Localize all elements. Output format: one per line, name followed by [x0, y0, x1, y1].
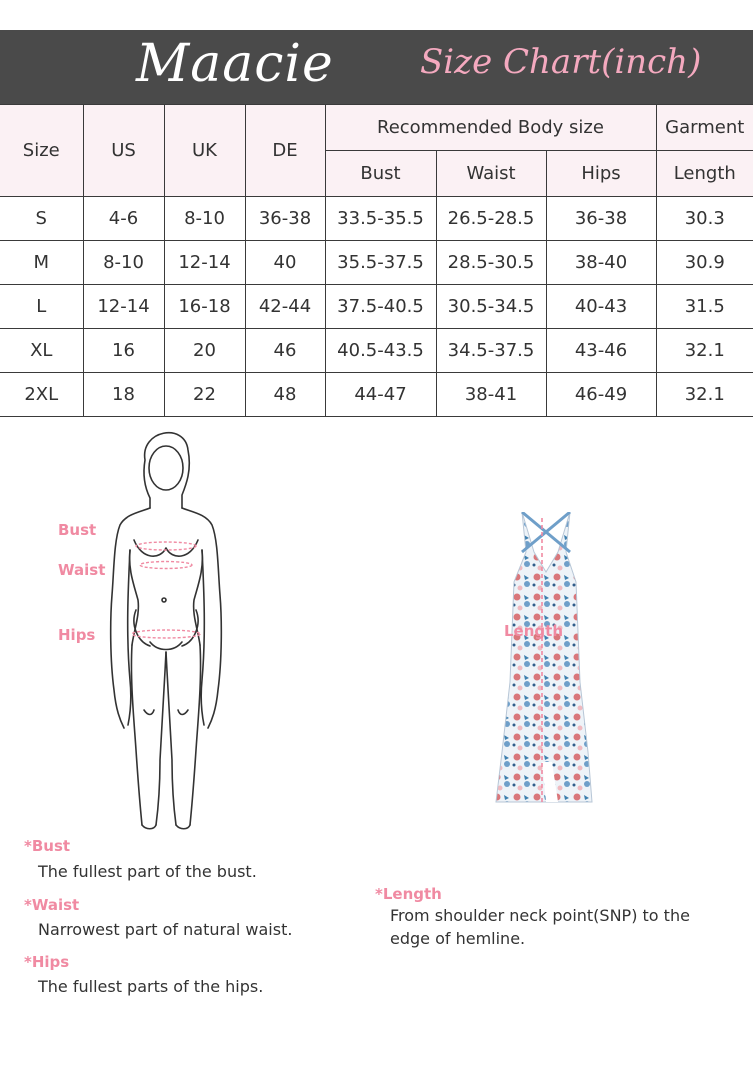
definition-waist-title: *Waist — [24, 896, 80, 914]
table-row — [0, 329, 753, 373]
cell-length: 31.5 — [656, 285, 753, 329]
table-row — [0, 373, 753, 417]
cell-us: 8-10 — [83, 241, 164, 285]
cell-size: L — [0, 285, 83, 329]
table-row — [0, 197, 753, 241]
cell-hips: 38-40 — [546, 241, 656, 285]
cell-bust: 35.5-37.5 — [325, 241, 436, 285]
cell-de: 40 — [245, 241, 325, 285]
header-hips: Hips — [546, 151, 656, 197]
cell-bust: 33.5-35.5 — [325, 197, 436, 241]
definition-waist-text: Narrowest part of natural waist. — [38, 920, 293, 939]
figure-label-length: Length — [504, 622, 563, 640]
cell-uk: 8-10 — [164, 197, 245, 241]
swim-dress-illustration — [492, 512, 602, 812]
header-waist: Waist — [436, 151, 546, 197]
cell-waist: 26.5-28.5 — [436, 197, 546, 241]
header-us: US — [83, 105, 164, 197]
definition-length-title: *Length — [375, 885, 442, 903]
cell-de: 36-38 — [245, 197, 325, 241]
cell-length: 32.1 — [656, 329, 753, 373]
header-uk: UK — [164, 105, 245, 197]
figure-label-waist: Waist — [58, 561, 106, 579]
table-row — [0, 285, 753, 329]
cell-uk: 22 — [164, 373, 245, 417]
header-recommended-body-size: Recommended Body size — [325, 105, 656, 151]
definition-hips-text: The fullest parts of the hips. — [38, 977, 264, 996]
cell-waist: 34.5-37.5 — [436, 329, 546, 373]
size-table — [0, 104, 753, 417]
header-de: DE — [245, 105, 325, 197]
cell-uk: 12-14 — [164, 241, 245, 285]
cell-us: 4-6 — [83, 197, 164, 241]
cell-de: 48 — [245, 373, 325, 417]
body-silhouette-illustration — [100, 420, 230, 835]
cell-bust: 37.5-40.5 — [325, 285, 436, 329]
cell-length: 30.9 — [656, 241, 753, 285]
cell-bust: 44-47 — [325, 373, 436, 417]
cell-bust: 40.5-43.5 — [325, 329, 436, 373]
header-garment: Garment — [656, 105, 753, 151]
cell-size: S — [0, 197, 83, 241]
header-banner — [0, 30, 753, 104]
cell-waist: 28.5-30.5 — [436, 241, 546, 285]
chart-title: Size Chart(inch) — [420, 42, 702, 82]
cell-de: 42-44 — [245, 285, 325, 329]
definition-length-text-2: edge of hemline. — [390, 929, 526, 948]
cell-waist: 30.5-34.5 — [436, 285, 546, 329]
figure-label-hips: Hips — [58, 626, 96, 644]
cell-hips: 40-43 — [546, 285, 656, 329]
cell-uk: 16-18 — [164, 285, 245, 329]
figure-label-bust: Bust — [58, 521, 97, 539]
cell-size: 2XL — [0, 373, 83, 417]
cell-us: 12-14 — [83, 285, 164, 329]
header-bust: Bust — [325, 151, 436, 197]
cell-de: 46 — [245, 329, 325, 373]
cell-size: M — [0, 241, 83, 285]
brand-logo: Maacie — [136, 34, 334, 94]
cell-waist: 38-41 — [436, 373, 546, 417]
definition-bust-text: The fullest part of the bust. — [38, 862, 257, 881]
header-length: Length — [656, 151, 753, 197]
cell-hips: 46-49 — [546, 373, 656, 417]
cell-size: XL — [0, 329, 83, 373]
cell-hips: 36-38 — [546, 197, 656, 241]
table-row — [0, 241, 753, 285]
definition-hips-title: *Hips — [24, 953, 70, 971]
cell-us: 18 — [83, 373, 164, 417]
cell-us: 16 — [83, 329, 164, 373]
cell-hips: 43-46 — [546, 329, 656, 373]
definition-length-text-1: From shoulder neck point(SNP) to the — [390, 906, 690, 925]
header-size: Size — [0, 105, 83, 197]
cell-uk: 20 — [164, 329, 245, 373]
cell-length: 32.1 — [656, 373, 753, 417]
cell-length: 30.3 — [656, 197, 753, 241]
definition-bust-title: *Bust — [24, 837, 71, 855]
